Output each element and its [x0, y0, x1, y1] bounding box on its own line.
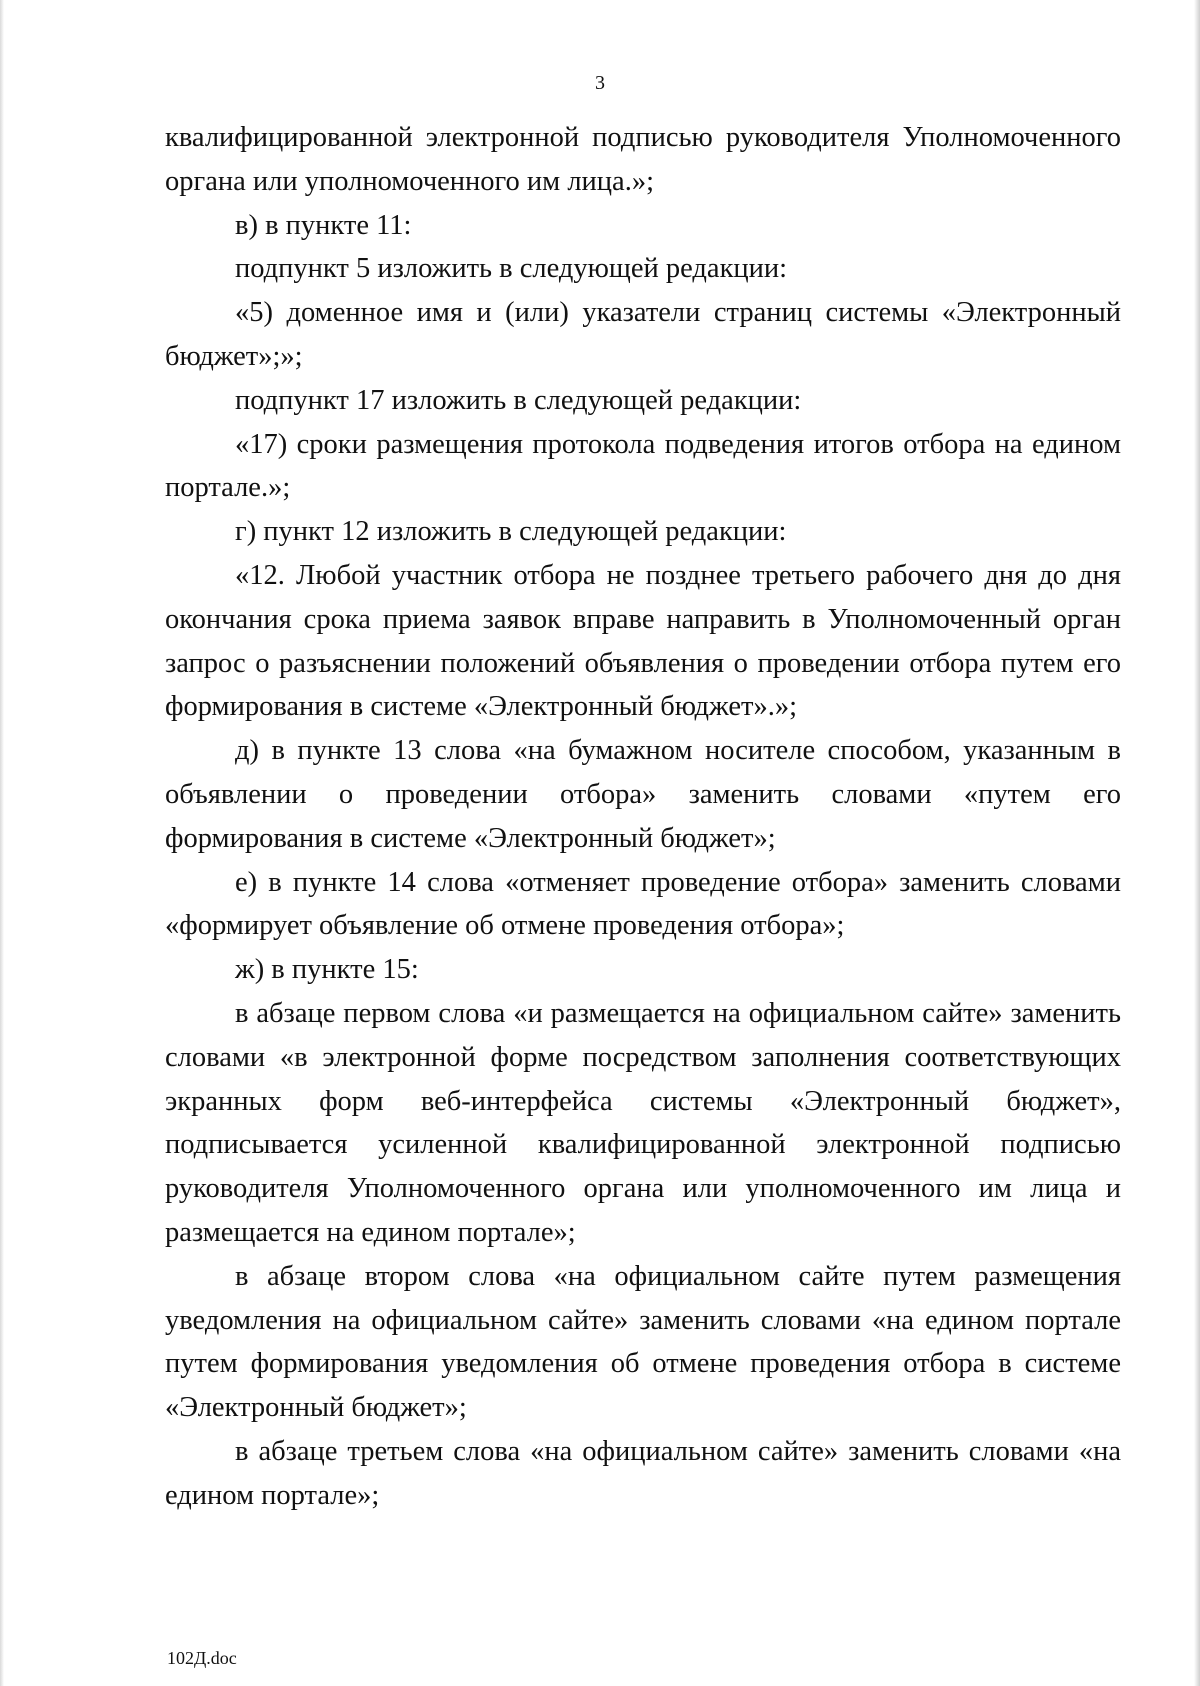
paragraph: квалифицированной электронной подписью руководителя Уполномоченного органа или уполномоченного им лица.»;: [165, 122, 1121, 197]
scan-edge-left: [0, 0, 4, 1686]
paragraph: в абзаце первом слова «и размещается на официальном сайте» заменить словами «в электронной форме посредством заполнения соответствующих экранных форм веб-интерфейса системы «Электронный бюджет», подписывается усиленной квалифицированной электронной подписью руководителя Уполномоченного органа или уполномоченного им лица и размещается на едином портале»;: [165, 997, 1121, 1248]
paragraph: в абзаце третьем слова «на официальном сайте» заменить словами «на едином портале»;: [165, 1435, 1121, 1511]
page-number: 3: [595, 72, 605, 94]
paragraph: г) пункт 12 изложить в следующей редакции:: [235, 516, 787, 548]
paragraph: «5) доменное имя и (или) указатели страниц системы «Электронный бюджет»;»;: [165, 297, 1121, 372]
document-body: [165, 116, 1121, 1518]
paragraph: ж) в пункте 15:: [235, 954, 419, 986]
paragraph: «17) сроки размещения протокола подведения итогов отбора на едином портале.»;: [165, 428, 1121, 504]
paragraph: в) в пункте 11:: [235, 209, 412, 241]
paragraph: «12. Любой участник отбора не позднее третьего рабочего дня до дня окончания срока приема заявок вправе направить в Уполномоченный орган запрос о разъяснении положений объявления о проведении отбора путем его формирования в системе «Электронный бюджет».»;: [165, 559, 1121, 723]
paragraph: в абзаце втором слова «на официальном сайте путем размещения уведомления на официальном сайте» заменить словами «на едином портале путем формирования уведомления об отмене проведения отбора в системе «Электронный бюджет»;: [165, 1260, 1121, 1424]
paragraph: подпункт 17 изложить в следующей редакции:: [235, 384, 802, 416]
file-name-footer: 102Д.doc: [167, 1648, 237, 1668]
scan-edge-right: [1194, 0, 1200, 1686]
paragraph: д) в пункте 13 слова «на бумажном носителе способом, указанным в объявлении о проведении отбора» заменить словами «путем его формирования в системе «Электронный бюджет»;: [165, 735, 1121, 854]
paragraph: е) в пункте 14 слова «отменяет проведение отбора» заменить словами «формирует объявление об отмене проведения отбора»;: [165, 866, 1121, 942]
paragraph: подпункт 5 изложить в следующей редакции:: [235, 253, 788, 285]
